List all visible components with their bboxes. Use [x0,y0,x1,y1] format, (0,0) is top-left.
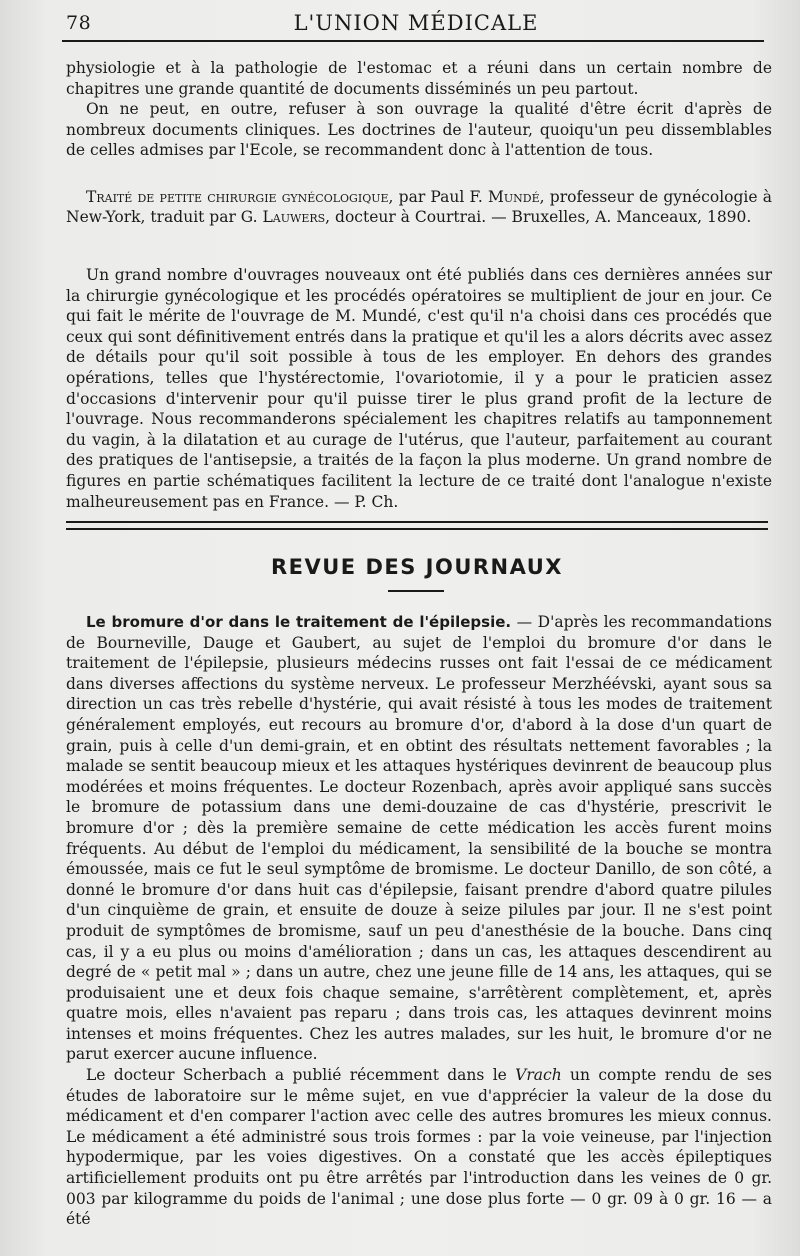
running-head: L'UNION MÉDICALE [293,11,539,35]
article-title: Le bromure d'or dans le traitement de l'épilepsie. [86,613,512,631]
paragraph: On ne peut, en outre, refuser à son ouvrage la qualité d'être écrit d'après de nombreux documents cliniques. Les doctrines de l'auteur, quoiqu'un peu dissemblables de celles admises par l'Ecole, se recommandent donc à l'attention de tous. [66,100,772,160]
section-double-rule [66,521,768,530]
paragraph: physiologie et à la pathologie de l'estomac et a réuni dans un certain nombre de chapitres une grande quantité de documents disséminés un peu partout. [66,59,772,98]
previous-review-end [66,58,772,161]
section-title: REVUE DES JOURNAUX [270,555,563,579]
title-ornament-rule [388,590,444,592]
journal-name: Vrach [515,1066,562,1085]
book-title: Traité de petite chirurgie gynécologique [86,188,389,206]
paragraph: Un grand nombre d'ouvrages nouveaux ont été publiés dans ces dernières années sur la chirurgie gynécologique et les procédés opératoires se multiplient de jour en jour. Ce qui fait le mérite de l'ouvrage de M. Mundé, c'est qu'il n'a choisi dans ces procédés que ceux qui sont définitivement entrés dans la pratique et qu'il les a alors décrits avec assez de détails pour qu'il soit possible à tous de les employer. En dehors des grandes opérations, telles que l'hystérectomie, l'ovariotomie, il y a pour le praticien assez d'occasions d'intervenir pour qu'il puisse tirer le plus grand profit de la lecture de l'ouvrage. Nous recommanderons spécialement les chapitres relatifs au tamponnement du vagin, à la dilatation et au curage de l'utérus, que l'auteur, parfaitement au courant des pratiques de l'antisepsie, a traités de la façon la plus moderne. Un grand nombre de figures en partie schématiques facilitent la lecture de ce traité dont l'analogue n'existe malheureusement pas en France. — P. Ch. [66,266,772,511]
book-review-body [66,265,772,512]
page-number: 78 [66,12,92,34]
paragraph: Le docteur Scherbach a publié récemment dans le Vrach un compte rendu de ses études de laboratoire sur le même sujet, en vue d'apprécier la valeur de la dose du médicament et d'en comparer l'action avec celle des autres bromures les mieux connus. Le médicament a été administré sous trois formes : par la voie veineuse, par l'injection hypodermique, par les voies digestives. On a constaté que les accès épileptiques artificiellement produits ont pu être arrêtés par l'introduction dans les veines de 0 gr. 003 par kilogramme du poids de l'animal ; une dose plus forte — 0 gr. 09 à 0 gr. 16 — a été [66,1066,773,1229]
paragraph: Le bromure d'or dans le traitement de l'épilepsie. — D'après les recommandations de Bourneville, Dauge et Gaubert, au sujet de l'emploi du bromure d'or dans le traitement de l'épilepsie, plusieurs médecins russes ont fait l'essai de ce médicament dans diverses affections du système nerveux. Le professeur Merzhéévski, ayant sous sa direction un cas très rebelle d'hystérie, qui avait résisté à tous les modes de traitement généralement employés, eut recours au bromure d'or, d'abord à la dose d'un quart de grain, puis à celle d'un demi-grain, et en obtint des résultats nettement favorables ; la malade se sentit beaucoup mieux et les attaques hystériques devinrent de beaucoup plus modérées et moins fréquentes. Le docteur Rozenbach, après avoir appliqué sans succès le bromure de potassium dans une demi-douzaine de cas d'hystérie, prescrivit le bromure d'or ; dès la première semaine de cette médication les accès furent moins fréquents. Au début de l'emploi du médicament, la sensibilité de la bouche se montra émoussée, mais ce fut le seul symptôme de bromisme. Le docteur Danillo, de son côté, a donné le bromure d'or dans huit cas d'épilepsie, faisant prendre d'abord quatre pilules d'un cinquième de grain, et ensuite de douze à seize pilules par jour. Il ne s'est point produit de symptômes de bromisme, sauf un peu d'anesthésie de la bouche. Dans cinq cas, il y a eu plus ou moins d'amélioration ; dans un cas, les attaques descendirent au degré de « petit mal » ; dans un autre, chez une jeune fille de 14 ans, les attaques, qui se produisaient une et deux fois chaque semaine, s'arrêtèrent complètement, et, après quatre mois, elles n'avaient pas reparu ; dans trois cas, les attaques devinrent moins intenses et moins fréquentes. Chez les autres malades, sur les huit, le bromure d'or ne parut exercer aucune influence. [66,613,773,1064]
book-author: Mundé [488,188,540,206]
journal-article [66,612,772,1230]
page-header [62,8,770,38]
book-translator: Lauwers [262,207,326,226]
header-rule [62,40,764,42]
book-reference: Traité de petite chirurgie gynécologique, par Paul F. Mundé, professeur de gynécologie à New-York, traduit par G. Lauwers, docteur à Courtrai. — Bruxelles, A. Manceaux, 1890. [66,188,772,226]
